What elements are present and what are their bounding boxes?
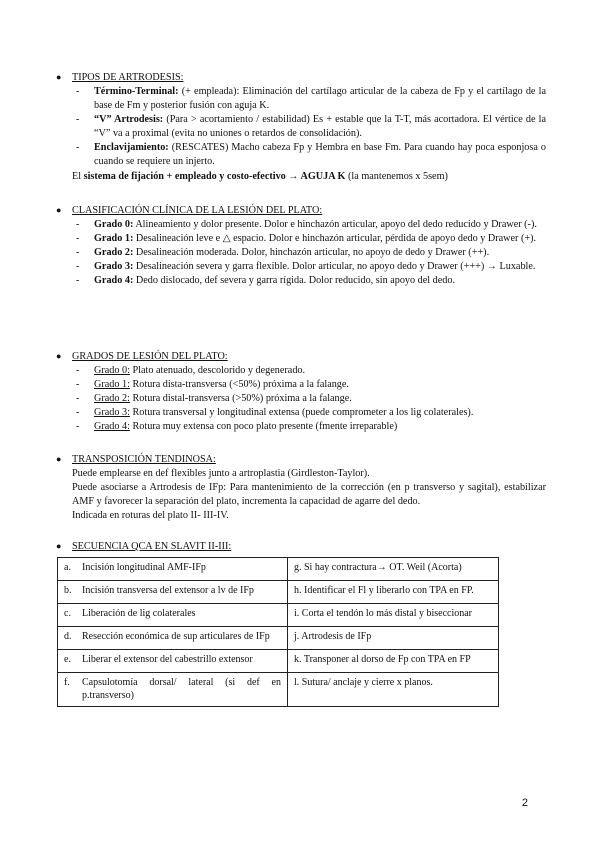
bullet-icon: ● xyxy=(56,541,62,551)
item-term: Grado 1: xyxy=(94,379,130,391)
item-text: Rotura distal-transversa (>50%) próxima a la falange. xyxy=(129,393,352,405)
dash-mark: - xyxy=(76,365,80,377)
item-text: Rotura muy extensa con poco plato presente (fmente irreparable) xyxy=(129,421,398,433)
summary-bold: sistema de fijación + empleado y costo-efectivo → AGUJA K xyxy=(83,170,346,182)
list xyxy=(56,218,546,288)
item-text: Alineamiento y dolor presente. Dolor e hinchazón articular, apoyo del dedo reducido y Drawer (-). xyxy=(133,219,537,231)
item-text: Rotura dista-transversa (<50%) próxima a la falange. xyxy=(129,379,349,391)
item-text: Desalineación leve e △ espacio. Dolor e hinchazón articular, pérdida de apoyo dedo y Drawer (+). xyxy=(133,233,537,245)
bullet-icon: ● xyxy=(56,205,62,215)
title-text: TIPOS DE ARTRODESIS: xyxy=(72,72,184,83)
section-title xyxy=(56,71,546,85)
item-text: (RESCATES) Macho cabeza Fp y Hembra en base Fm. Para cuando hay poca esponjosa o cuando se requiere un injerto. xyxy=(94,142,546,168)
item-text: Rotura transversal y longitudinal extensa (puede comprometer a los lig colaterales). xyxy=(129,407,474,419)
item-term: Grado 3: xyxy=(94,261,134,273)
dash-mark: - xyxy=(76,421,80,433)
summary-line xyxy=(56,170,546,184)
list-item xyxy=(76,260,546,274)
table-cell-right: l. Sutura/ anclaje y cierre x planos. xyxy=(288,673,499,707)
table-cell-left xyxy=(58,673,288,707)
section-title xyxy=(56,204,546,218)
table-cell-left xyxy=(58,604,288,627)
dash-mark: - xyxy=(76,407,80,419)
list-item xyxy=(76,218,546,232)
list-item xyxy=(76,420,546,434)
list-item xyxy=(76,364,546,378)
dash-mark: - xyxy=(76,261,80,273)
step-letter: e. xyxy=(64,654,71,665)
page-number: 2 xyxy=(521,797,528,809)
item-text: Plato atenuado, descolorido y degenerado. xyxy=(129,365,306,377)
sequence-table xyxy=(57,557,499,707)
item-term: Grado 3: xyxy=(94,407,130,419)
item-text: (+ empleada): Eliminación del cartílago articular de la cabeza de Fp y el cartílago de la base de Fm y posterior fusión con aguja K. xyxy=(94,86,546,112)
table-row xyxy=(58,581,499,604)
dash-mark: - xyxy=(76,379,80,391)
section-title xyxy=(56,453,546,467)
list xyxy=(56,85,546,169)
summary-post: (la mantenemos x 5sem) xyxy=(345,170,448,182)
list-item xyxy=(76,232,546,246)
table-row xyxy=(58,673,499,707)
list-item xyxy=(76,406,546,420)
bullet-icon: ● xyxy=(56,454,62,464)
item-term: Grado 2: xyxy=(94,393,130,405)
list-item xyxy=(76,246,546,260)
list xyxy=(56,364,546,434)
section-tipos-artrodesis xyxy=(56,71,546,184)
list-item xyxy=(76,392,546,406)
step-text: Incisión transversa del extensor a lv de IFp xyxy=(82,585,254,596)
item-term: Grado 4: xyxy=(94,275,134,287)
dash-mark: - xyxy=(76,275,80,287)
step-letter: a. xyxy=(64,562,71,573)
table-cell-right: k. Transponer al dorso de Fp con TPA en FP xyxy=(288,650,499,673)
paragraph-line: Puede emplearse en def flexibles junto a artroplastia (Girdleston-Taylor). xyxy=(72,468,370,480)
item-text: Dedo dislocado, def severa y garra rígida. Dolor reducido, sin apoyo del dedo. xyxy=(133,275,455,287)
list-item xyxy=(76,378,546,392)
bullet-icon: ● xyxy=(56,351,62,361)
section-secuencia-qca xyxy=(56,540,546,554)
item-term: Grado 2: xyxy=(94,247,134,259)
item-term: Grado 0: xyxy=(94,219,134,231)
section-title xyxy=(56,540,546,554)
dash-mark: - xyxy=(76,233,80,245)
dash-mark: - xyxy=(76,393,80,405)
item-text: Desalineación moderada. Dolor, hinchazón articular, no apoyo de dedo y Drawer (++). xyxy=(133,247,490,259)
dash-mark: - xyxy=(76,142,80,154)
dash-mark: - xyxy=(76,114,80,126)
summary-pre: El xyxy=(72,170,84,182)
title-text: GRADOS DE LESIÓN DEL PLATO: xyxy=(72,351,228,362)
item-term: Grado 1: xyxy=(94,233,134,245)
step-text: Resección económica de sup articulares de IFp xyxy=(82,631,270,642)
item-term: Término-Terminal: xyxy=(94,86,179,98)
list-item xyxy=(76,141,546,169)
step-letter: f. xyxy=(64,677,70,688)
table-cell-left xyxy=(58,558,288,581)
step-letter: b. xyxy=(64,585,72,596)
section-clasificacion-clinica xyxy=(56,204,546,288)
dash-mark: - xyxy=(76,247,80,259)
paragraph-line: Indicada en roturas del plato II- III-IV. xyxy=(72,510,229,522)
item-term: Grado 4: xyxy=(94,421,130,433)
table-cell-right: j. Artrodesis de IFp xyxy=(288,627,499,650)
list-item xyxy=(76,274,546,288)
list-item xyxy=(76,85,546,113)
title-text: TRANSPOSICIÓN TENDINOSA: xyxy=(72,454,216,465)
paragraph-line: Puede asociarse a Artrodesis de IFp: Para mantenimiento de la corrección (en p transverso y sagital), estabilizar AMF y favorecer la separación del plato, incrementa la capacidad de agarre del dedo. xyxy=(72,482,546,508)
step-text: Liberar el extensor del cabestrillo extensor xyxy=(82,654,253,665)
title-text: SECUENCIA QCA EN SLAVIT II-III: xyxy=(72,541,232,552)
step-text: Incisión longitudinal AMF-IFp xyxy=(82,562,206,573)
table-row xyxy=(58,627,499,650)
table-cell-left xyxy=(58,627,288,650)
step-letter: c. xyxy=(64,608,71,619)
table-row xyxy=(58,558,499,581)
dash-mark: - xyxy=(76,219,80,231)
section-grados-lesion xyxy=(56,350,546,434)
step-letter: d. xyxy=(64,631,72,642)
step-text: Capsulotomía dorsal/ lateral (si def en p.transverso) xyxy=(82,677,281,701)
table-cell-right: g. Si hay contractura→ OT. Weil (Acorta) xyxy=(288,558,499,581)
list-item xyxy=(76,113,546,141)
item-text: Desalineación severa y garra flexible. Dolor articular, no apoyo dedo y Drawer (+++) → Luxable. xyxy=(133,261,536,273)
dash-mark: - xyxy=(76,86,80,98)
title-text: CLASIFICACIÓN CLÍNICA DE LA LESIÓN DEL PLATO: xyxy=(72,205,323,216)
table-row xyxy=(58,650,499,673)
item-term: “V” Artrodesis: xyxy=(94,114,164,126)
section-title xyxy=(56,350,546,364)
table-cell-right: i. Corta el tendón lo más distal y biseccionar xyxy=(288,604,499,627)
table-row xyxy=(58,604,499,627)
table-cell-left xyxy=(58,650,288,673)
table-cell-right: h. Identificar el Fl y liberarlo con TPA en FP. xyxy=(288,581,499,604)
item-term: Enclavijamiento: xyxy=(94,142,169,154)
step-text: Liberación de lig colaterales xyxy=(82,608,196,619)
table-cell-left xyxy=(58,581,288,604)
item-text: (Para > acortamiento / estabilidad) Es + estable que la T-T, más acortadora. El vértice de la “V” va a proximal (evita no uniones o retardos de consolidación). xyxy=(94,114,547,140)
item-term: Grado 0: xyxy=(94,365,130,377)
section-transposicion-tendinosa xyxy=(56,453,546,523)
bullet-icon: ● xyxy=(56,72,62,82)
